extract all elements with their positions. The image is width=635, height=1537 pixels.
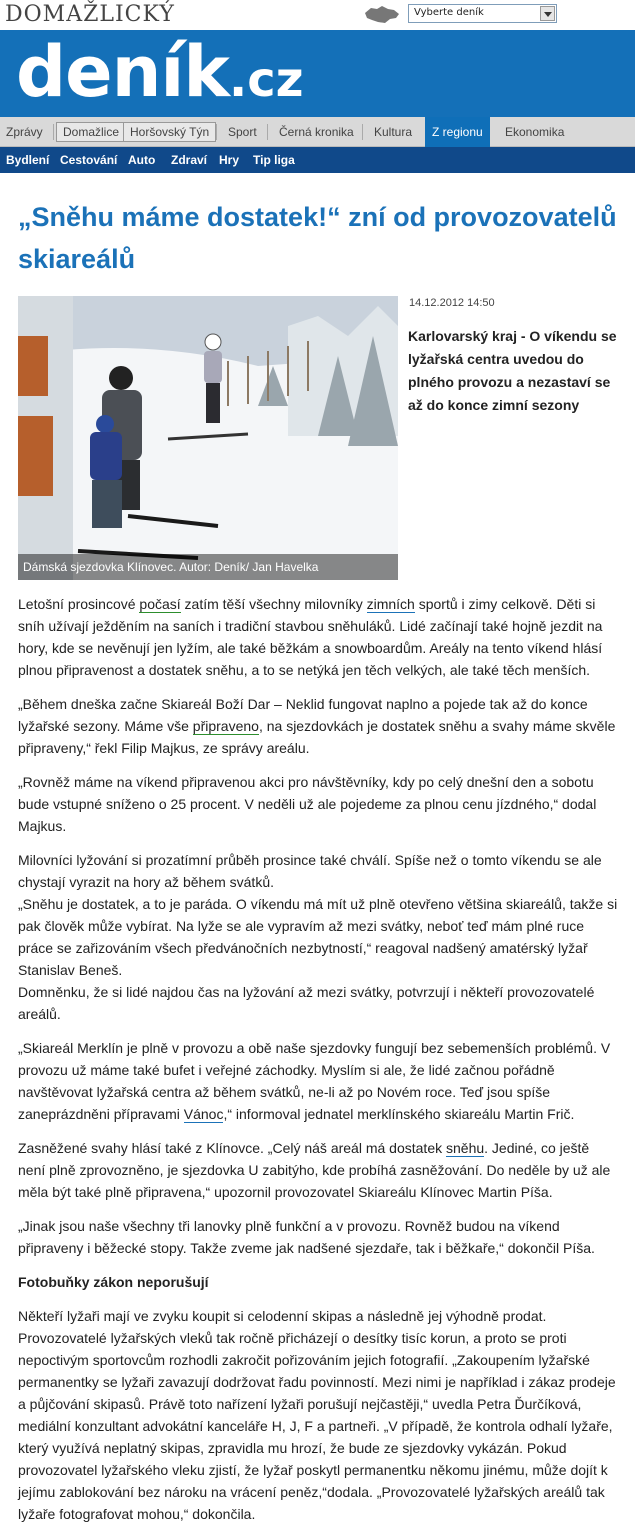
article-paragraph	[18, 1037, 618, 1125]
article-date: 14.12.2012 14:50	[409, 297, 495, 309]
article-paragraph: „Sněhu je dostatek, a to je paráda. O víkendu má mít už plně otevřeno většina skiareálů, takže si pak člověk může vybírat. Na lyže se ale vypravím až mezi svátky, neboť teď mám plné ruce práce se zařizováním všech předvánočních nezbytností,“ reagoval nadšený amatérský lyžař Stanislav Beneš.	[18, 896, 618, 978]
article-subheading: Fotobuňky zákon neporušují	[18, 1274, 209, 1290]
subnav-item-tip-liga[interactable]: Tip liga	[253, 153, 295, 167]
chevron-down-icon[interactable]	[540, 6, 555, 21]
text: Letošní prosincové	[18, 596, 140, 612]
text: sportů i zimy celkově. Děti si sníh užívají ježděním na saních i tradiční stavbou sněhuláků. Lidé začínají také hojně jezdit na hory, kde se nevěnují jen lyžím, ale také běžkám a snowboardům. Areály na tento víkend hlásí plnou připravenost a dostatek sněhu, a to se netýká jen těch velkých, ale také těch menších.	[18, 596, 603, 678]
text: zatím těší všechny milovníky	[180, 596, 367, 612]
article-paragraph	[18, 593, 618, 681]
link-zimnich[interactable]: zimních	[366, 596, 415, 612]
article-paragraph: Milovníci lyžování si prozatímní průběh prosince také chválí. Spíše než o tomto víkendu se ale chystají vyrazit na hory až během svátků.	[18, 852, 602, 890]
site-logo-suffix: .cz	[228, 52, 304, 108]
subnav-item-bydleni[interactable]: Bydlení	[6, 153, 50, 167]
nav-item-sport[interactable]: Sport	[228, 125, 257, 139]
region-title[interactable]: DOMAŽLICKÝ	[5, 2, 175, 27]
article-paragraph: „Jinak jsou naše všechny tři lanovky plně funkční a v provozu. Rovněž budou na víkend připraveny i běžecké stopy. Takže zveme jak nadšené sjezdaře, tak i běžkaře,“ dokončil Píša.	[18, 1218, 595, 1256]
text: . Jediné, co ještě není plně zprovozněno, je sjezdovka U zabitýho, kde probíhá zasněžování. Do neděle by už ale měla být také plně připravena,“ upozornil provozovatel Skiareálu Klínovec Martin Píša.	[18, 1140, 611, 1200]
text: Zasněžené svahy hlásí také z Klínovce. „Celý náš areál má dostatek	[18, 1140, 446, 1156]
subnav-item-zdravi[interactable]: Zdraví	[171, 153, 208, 167]
nav-item-zpravy[interactable]: Zprávy	[6, 125, 43, 139]
article-paragraph: Domněnku, že si lidé najdou čas na lyžování až mezi svátky, potvrzují i někteří provozovatelé areálů.	[18, 984, 595, 1022]
secondary-nav	[0, 147, 635, 173]
subnav-item-auto[interactable]: Auto	[128, 153, 156, 167]
site-logo-main: deník	[16, 31, 229, 113]
nav-item-domazlice[interactable]: Domažlice	[56, 122, 126, 142]
text: ,“ informoval jednatel merklínského skiareálu Martin Frič.	[223, 1106, 575, 1122]
denik-select[interactable]	[408, 4, 557, 23]
article-headline: „Sněhu máme dostatek!“ zní od provozovatelů skiareálů	[18, 202, 617, 274]
article-paragraph	[18, 693, 618, 759]
nav-item-ekonomika[interactable]: Ekonomika	[505, 125, 565, 139]
article-paragraph: „Rovněž máme na víkend připravenou akci pro návštěvníky, kdy po celý dnešní den a sobotu bude vstupné sníženo o 25 procent. V neděli už ale pojedeme za plnou cenu jízdného,“ dodal Majkus.	[18, 774, 597, 834]
link-pripraveno[interactable]: připraveno	[192, 718, 259, 734]
article-perex: Karlovarský kraj - O víkendu se lyžařská centra uvedou do plného provozu a nezastaví se až do konce zimní sezony	[408, 328, 617, 413]
article-paragraph: Někteří lyžaři mají ve zvyku koupit si celodenní skipas a následně jej výhodně prodat. Provozovatelé lyžařských vleků tak ročně přicházejí o desítky tisíc korun, a proto se proti nepoctivým sportovcům rozhodli zakročit pořizováním jejich fotografií. „Zakoupením lyžařské permanentky se lyžaři zavazují dodržovat řadu povinností. Mezi nimi je například i zákaz prodeje a půjčování skipasů. Právě toto nařízení lyžaři porušují nejčastěji,“ uvedla Petra Ďurčíková, mediální konzultant advokátní kanceláře H, J, F a partneři. „V případě, že kontrola odhalí lyžaře, který využívá neplatný skipas, zpravidla mu hrozí, že bude ze sjezdovky vykázán. Pokud provozovatel lyžařského vleku zjistí, že lyžař poskytl permanentku někomu jinému, může dojít k jejímu zablokování bez nároku na vrácení peněz,“dodala. „Provozovatelé lyžařských areálů tak lyžaře fotografovat mohou,“ dokončila.	[18, 1308, 616, 1522]
czech-map-icon[interactable]	[363, 4, 401, 26]
nav-item-kultura[interactable]: Kultura	[374, 125, 413, 139]
subnav-item-hry[interactable]: Hry	[219, 153, 240, 167]
text: , na sjezdovkách je dostatek sněhu a svahy máme skvěle připraveny,“ řekl Filip Majkus, ze správy areálu.	[18, 718, 616, 756]
link-vanoc[interactable]: Vánoc	[183, 1106, 224, 1122]
site-banner	[0, 30, 635, 117]
denik-select-value: Vyberte deník	[414, 7, 484, 18]
article-paragraph	[18, 1137, 618, 1203]
nav-divider	[267, 124, 268, 140]
top-strip	[0, 0, 635, 30]
article-photo[interactable]	[18, 296, 398, 580]
link-pocasi[interactable]: počasí	[139, 596, 181, 612]
ski-slope-photo	[18, 296, 398, 580]
subnav-item-cestovani[interactable]: Cestování	[60, 153, 118, 167]
text: „Během dneška začne Skiareál Boží Dar – Neklid fungovat naplno a pojede tak až do konce lyžařské sezony. Máme vše	[18, 696, 588, 734]
nav-item-cerna-kronika[interactable]: Černá kronika	[279, 125, 354, 139]
nav-divider	[362, 124, 363, 140]
article-body	[18, 593, 618, 1537]
photo-caption: Dámská sjezdovka Klínovec. Autor: Deník/ Jan Havelka	[18, 554, 398, 580]
nav-item-z-regionu[interactable]: Z regionu	[425, 117, 490, 147]
nav-item-horsovsky-tyn[interactable]: Horšovský Týn	[123, 122, 216, 142]
text: „Skiareál Merklín je plně v provozu a obě naše sjezdovky fungují bez sebemenších problémů. V provozu už máme také bufet i veřejné záchodky. Myslím si ale, že lidé začnou pořádně navštěvovat lyžařská centra až během svátků, ne-li až po Novém roce. Teď jsou spíše zaneprázdněni přípravami	[18, 1040, 611, 1122]
link-snehu[interactable]: sněhu	[446, 1140, 485, 1156]
site-logo[interactable]	[16, 32, 304, 120]
nav-divider	[216, 124, 217, 140]
nav-divider	[53, 124, 54, 140]
primary-nav	[0, 117, 635, 147]
